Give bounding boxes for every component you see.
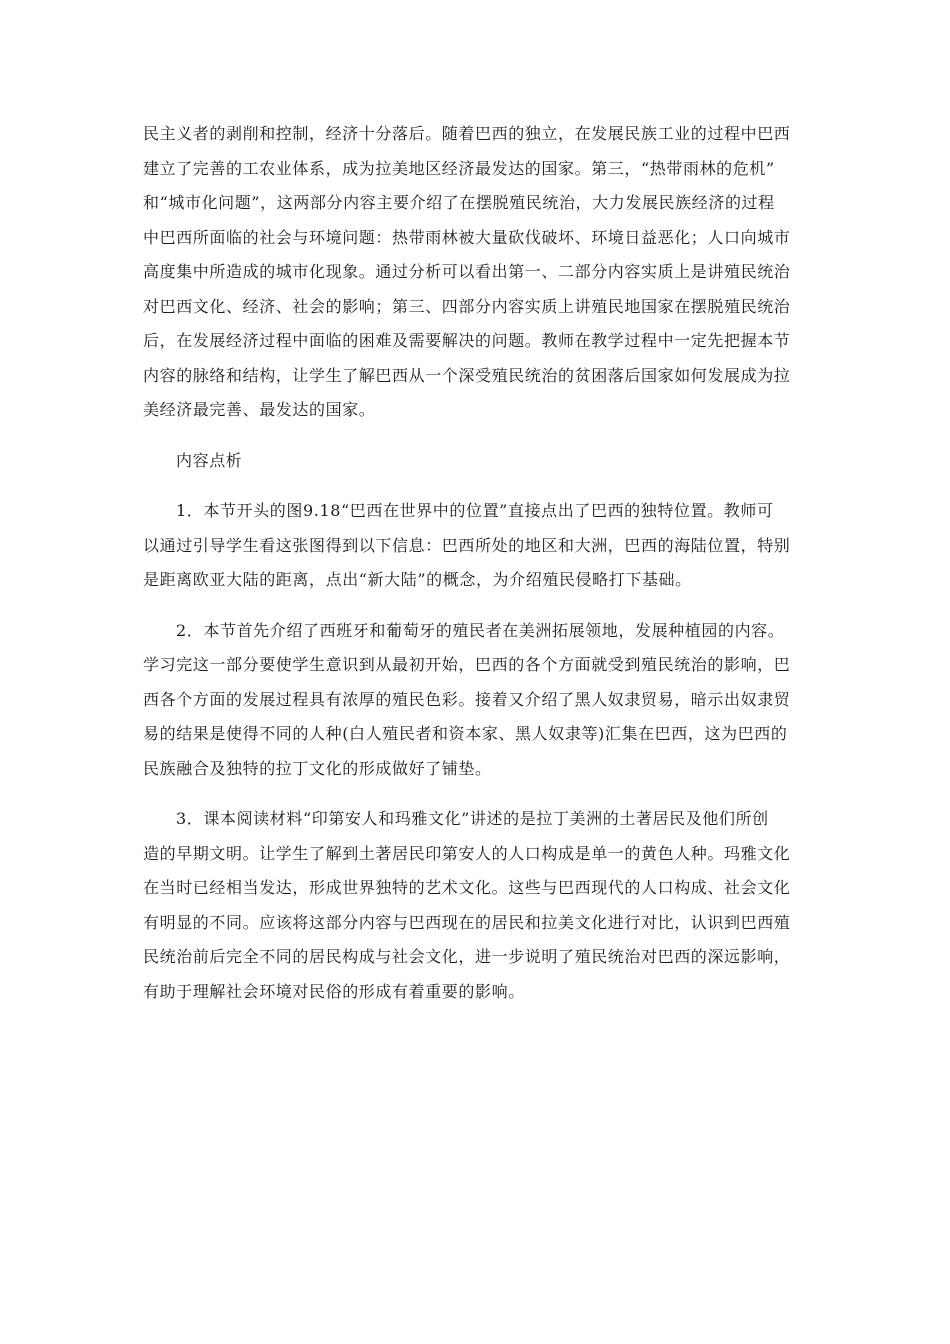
paragraph-point-1 bbox=[143, 494, 809, 598]
text-line: 建立了完善的工农业体系，成为拉美地区经济最发达的国家。第三，“热带雨林的危机” bbox=[143, 158, 775, 178]
text-line: 易的结果是使得不同的人种(白人殖民者和资本家、黑人奴隶等)汇集在巴西，这为巴西的 bbox=[143, 724, 788, 743]
text-line: 有助于理解社会环境对民俗的形成有着重要的影响。 bbox=[143, 981, 525, 1001]
text-line: 和“城市化问题”，这两部分内容主要介绍了在摆脱殖民统治，大力发展民族经济的过程 bbox=[143, 193, 775, 212]
text-line: 在当时已经相当发达，形成世界独特的艺术文化。这些与巴西现代的人口构成、社会文化 bbox=[143, 878, 791, 897]
text-line: 1．本节开头的图9.18“巴西在世界中的位置”直接点出了巴西的独特位置。教师可 bbox=[176, 501, 774, 520]
text-line: 对巴西文化、经济、社会的影响；第三、四部分内容实质上讲殖民地国家在摆脱殖民统治 bbox=[143, 296, 791, 316]
text-line: 民统治前后完全不同的居民构成与社会文化，进一步说明了殖民统治对巴西的深远影响， bbox=[143, 947, 791, 966]
paragraph-point-3 bbox=[143, 802, 809, 1009]
section-heading bbox=[143, 444, 809, 479]
text-line: 民主义者的剥削和控制，经济十分落后。随着巴西的独立，在发展民族工业的过程中巴西 bbox=[143, 124, 791, 143]
text-line: 学习完这一部分要使学生意识到从最初开始，巴西的各个方面就受到殖民统治的影响，巴 bbox=[143, 655, 791, 674]
text-line: 西各个方面的发展过程具有浓厚的殖民色彩。接着又介绍了黑人奴隶贸易，暗示出奴隶贸 bbox=[143, 689, 791, 709]
text-line: 内容的脉络和结构，让学生了解巴西从一个深受殖民统治的贫困落后国家如何发展成为拉 bbox=[143, 365, 791, 385]
text-line: 高度集中所造成的城市化现象。通过分析可以看出第一、二部分内容实质上是讲殖民统治 bbox=[143, 262, 791, 281]
paragraph-point-2 bbox=[143, 614, 809, 787]
text-line: 美经济最完善、最发达的国家。 bbox=[143, 400, 376, 419]
text-line: 中巴西所面临的社会与环境问题：热带雨林被大量砍伐破坏、环境日益恶化；人口向城市 bbox=[143, 227, 791, 247]
text-line: 后，在发展经济过程中面临的困难及需要解决的问题。教师在教学过程中一定先把握本节 bbox=[143, 331, 791, 350]
text-line: 2．本节首先介绍了西班牙和葡萄牙的殖民者在美洲拓展领地，发展种植园的内容。 bbox=[176, 620, 785, 640]
paragraph-overview bbox=[143, 117, 809, 428]
text-line: 有明显的不同。应该将这部分内容与巴西现在的居民和拉美文化进行对比，认识到巴西殖 bbox=[143, 912, 791, 932]
text-line: 造的早期文明。让学生了解到土著居民印第安人的人口构成是单一的黄色人种。玛雅文化 bbox=[143, 843, 791, 863]
text-line: 民族融合及独特的拉丁文化的形成做好了铺垫。 bbox=[143, 758, 492, 778]
text-line: 是距离欧亚大陆的距离，点出“新大陆”的概念，为介绍殖民侵略打下基础。 bbox=[143, 570, 692, 589]
heading-text: 内容点析 bbox=[176, 450, 243, 470]
document-body bbox=[143, 117, 809, 1009]
text-line: 3．课本阅读材料“印第安人和玛雅文化”讲述的是拉丁美洲的土著居民及他们所创 bbox=[176, 809, 769, 828]
text-line: 以通过引导学生看这张图得到以下信息：巴西所处的地区和大洲，巴西的海陆位置，特别 bbox=[143, 535, 791, 555]
